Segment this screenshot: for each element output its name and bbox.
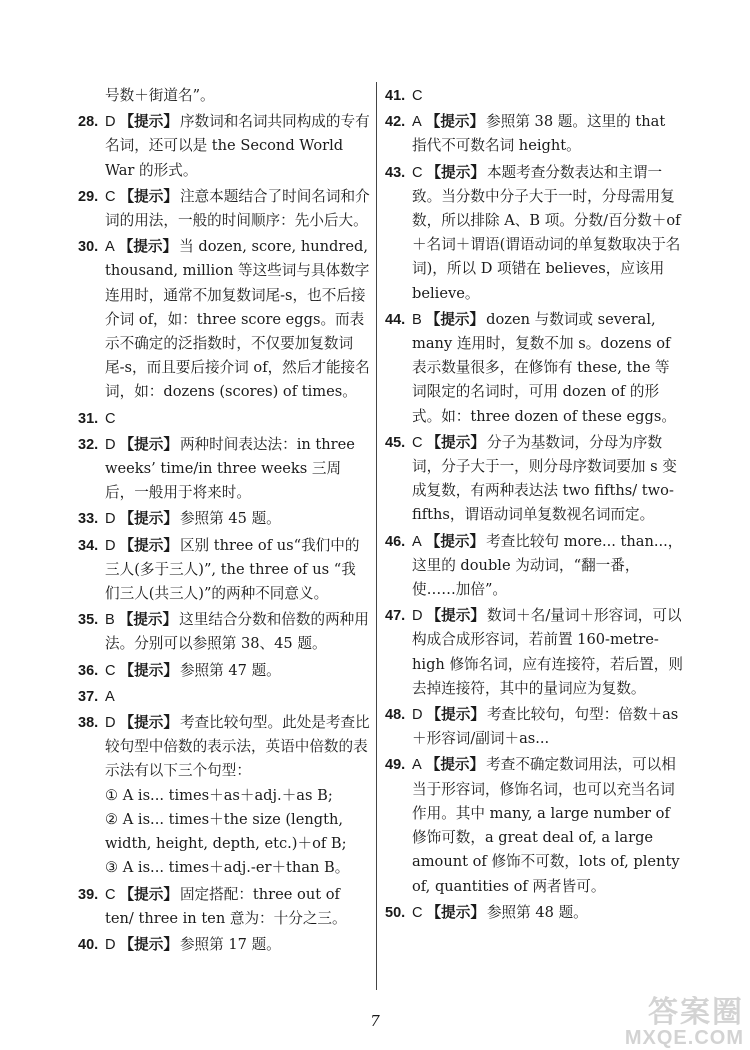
answer-entry-39 (78, 883, 370, 931)
answer-letter: C (412, 164, 423, 181)
answer-letter: A (105, 688, 115, 705)
answer-entry-35 (78, 608, 370, 656)
answer-letter: D (105, 114, 116, 131)
explanation-text: 参照第 47 题。 (179, 661, 281, 679)
answer-entry-41 (385, 84, 683, 108)
answer-entry-47 (385, 604, 683, 701)
explanation-text: 参照第 48 题。 (486, 903, 588, 921)
answer-entry-37 (78, 685, 370, 709)
question-number: 45. (385, 434, 406, 451)
explanation-text: 固定搭配：three out of ten/ three in ten 意为：十分之三。 (105, 885, 347, 927)
question-number: 38. (78, 715, 99, 732)
explanation-text: 考查不确定数词用法，可以相当于形容词，修饰名词，也可以充当名词作用。其中 many, a large number of 修饰可数，a great deal of, a large amount of 修饰不可数，lots of, plenty of, quantities of 两者皆可。 (412, 756, 680, 895)
answer-entry-44 (385, 308, 683, 429)
answer-letter: D (105, 936, 116, 953)
answer-letter: B (105, 612, 115, 629)
answer-letter: C (412, 904, 423, 921)
watermark-logo (625, 998, 744, 1048)
answer-letter: A (412, 114, 422, 131)
answer-letter: A (412, 757, 422, 774)
answer-entry-42 (385, 110, 683, 158)
answer-letter: D (412, 608, 423, 625)
explanation-text: 数词＋名/量词＋形容词，可以构成合成形容词，若前置 160-metre-high 修饰名词，应有连接符，若后置，则去掉连接符，其中的量词应为复数。 (412, 607, 683, 697)
hint-label: 【提示】 (426, 706, 485, 724)
question-number: 33. (78, 511, 99, 528)
hint-label: 【提示】 (119, 113, 178, 131)
hint-label: 【提示】 (119, 714, 178, 732)
answer-letter: C (412, 88, 423, 104)
question-number: 50. (385, 904, 406, 921)
pattern-1: ① A is... times＋as＋adj.＋as B; (105, 786, 333, 804)
explanation-text: 考查比较句 more... than...，这里的 double 为动词，“翻一番，使……加倍”。 (412, 532, 683, 599)
hint-label: 【提示】 (426, 903, 485, 921)
answer-entry-34 (78, 534, 370, 607)
explanation-text: 参照第 45 题。 (179, 510, 281, 528)
watermark-url: MXQE.COM (624, 1027, 744, 1049)
question-number: 39. (78, 886, 99, 903)
answer-letter: C (412, 434, 423, 451)
watermark-cn: 答案圈 (648, 996, 744, 1029)
pattern-2: ② A is... times＋the size (length, width, height, depth, etc.)＋of B; (105, 810, 347, 853)
question-number: 34. (78, 537, 99, 554)
hint-label: 【提示】 (119, 661, 178, 679)
hint-label: 【提示】 (426, 433, 485, 451)
explanation-text: 参照第 17 题。 (179, 935, 281, 953)
explanation-text: 区别 three of us“我们中的三人(多于三人)”, the three of us “我们三人(共三人)”的两种不同意义。 (105, 536, 360, 603)
answer-entry-29 (78, 185, 370, 233)
hint-label: 【提示】 (119, 885, 178, 903)
hint-label: 【提示】 (425, 532, 485, 550)
answer-letter: D (412, 707, 423, 724)
question-number: 28. (78, 114, 99, 131)
explanation-text: 序数词和名词共同构成的专有名词，还可以是 the Second World War 的形式。 (105, 113, 370, 179)
answer-letter: A (105, 239, 115, 256)
question-number: 46. (385, 533, 406, 550)
explanation-text: 参照第 38 题。这里的 that 指代不可数名词 height。 (412, 113, 666, 155)
answer-entry-33 (78, 507, 370, 531)
answer-letter: C (105, 410, 116, 427)
question-number: 36. (78, 662, 99, 679)
question-number: 42. (385, 114, 406, 131)
answer-letter: D (105, 436, 116, 453)
answer-letter: C (105, 662, 116, 679)
answer-letter: D (105, 537, 116, 554)
question-number: 41. (385, 88, 406, 104)
right-column (385, 84, 683, 927)
hint-label: 【提示】 (119, 187, 178, 205)
question-number: 31. (78, 410, 99, 427)
left-column (78, 84, 370, 959)
answer-entry-50 (385, 901, 683, 925)
hint-label: 【提示】 (119, 510, 178, 528)
answer-entry-31 (78, 407, 370, 431)
answer-entry-43 (385, 161, 683, 306)
explanation-text: 注意本题结合了时间名词和介词的用法，一般的时间顺序：先小后大。 (105, 187, 370, 230)
answer-letter: D (105, 511, 116, 528)
question-number: 35. (78, 612, 99, 629)
answer-entry-40 (78, 933, 370, 957)
answer-entry-28 (78, 110, 370, 183)
question-number: 40. (78, 936, 99, 953)
hint-label: 【提示】 (119, 435, 178, 453)
explanation-text: 分子为基数词，分母为序数词，分子大于一，则分母序数词要加 s 变成复数，有两种表达法 two fifths/ two-fifths，谓语动词单复数视名词而定。 (412, 433, 677, 524)
question-number: 44. (385, 311, 406, 328)
explanation-text: 这里结合分数和倍数的两种用法。分别可以参照第 38、45 题。 (105, 611, 369, 653)
answer-letter: A (412, 533, 422, 550)
hint-label: 【提示】 (118, 611, 178, 629)
answer-entry-36 (78, 659, 370, 683)
answer-letter: C (105, 886, 116, 903)
explanation-text: 本题考查分数表达和主谓一致。当分数中分子大于一时，分母需用复数，所以排除 A、B 项。分数/百分数＋of＋名词＋谓语(谓语动词的单复数取决于名词)，所以 D 项错在 believes，应该用 believe。 (412, 163, 681, 302)
hint-label: 【提示】 (118, 238, 178, 256)
question-number: 49. (385, 757, 406, 774)
explanation-text: 两种时间表达法：in three weeks’ time/in three weeks 三周后，一般用于将来时。 (105, 435, 355, 502)
explanation-text: dozen 与数词或 several, many 连用时，复数不加 s。dozens of 表示数量很多，在修饰有 these, the 等词限定的名词时，可用 dozen of 的形式。如：three dozen of these eggs。 (412, 310, 676, 425)
explanation-text: 考查比较句型。此处是考查比较句型中倍数的表示法，英语中倍数的表示法有以下三个句型： (105, 714, 370, 780)
hint-label: 【提示】 (425, 310, 485, 328)
continuation-text: 号数＋街道名”。 (105, 87, 215, 104)
answer-entry-46 (385, 530, 683, 603)
question-number: 37. (78, 688, 99, 705)
question-number: 32. (78, 436, 99, 453)
column-divider (376, 82, 377, 990)
hint-label: 【提示】 (425, 113, 485, 131)
page-number: 7 (370, 1012, 380, 1030)
answer-entry-48 (385, 703, 683, 751)
question-number: 47. (385, 608, 406, 625)
hint-label: 【提示】 (425, 756, 485, 774)
explanation-text: 当 dozen, score, hundred, thousand, million 等这些词与具体数字连用时，通常不加复数词尾-s，也不后接介词 of，如：three score eggs。而表示不确定的泛指数时，不仅要加复数词尾-s，而且要后接介词 of，然后才能接名词，如：dozens (scores) of times。 (105, 238, 370, 401)
hint-label: 【提示】 (119, 536, 178, 554)
answer-entry-32 (78, 433, 370, 506)
question-number: 48. (385, 707, 406, 724)
answer-letter: B (412, 311, 422, 328)
answer-entry-45 (385, 431, 683, 528)
hint-label: 【提示】 (426, 163, 485, 181)
explanation-text: 考查比较句，句型：倍数＋as＋形容词/副词＋as... (412, 706, 679, 748)
question-number: 43. (385, 164, 406, 181)
answer-letter: C (105, 188, 116, 205)
answer-entry-49 (385, 753, 683, 898)
answer-entry-38 (78, 711, 370, 880)
hint-label: 【提示】 (119, 935, 178, 953)
question-number: 29. (78, 188, 99, 205)
pattern-3: ③ A is... times＋adj.-er＋than B。 (105, 859, 350, 877)
question-number: 30. (78, 239, 99, 256)
answer-entry-30 (78, 235, 370, 404)
answer-letter: D (105, 715, 116, 732)
hint-label: 【提示】 (426, 607, 485, 625)
